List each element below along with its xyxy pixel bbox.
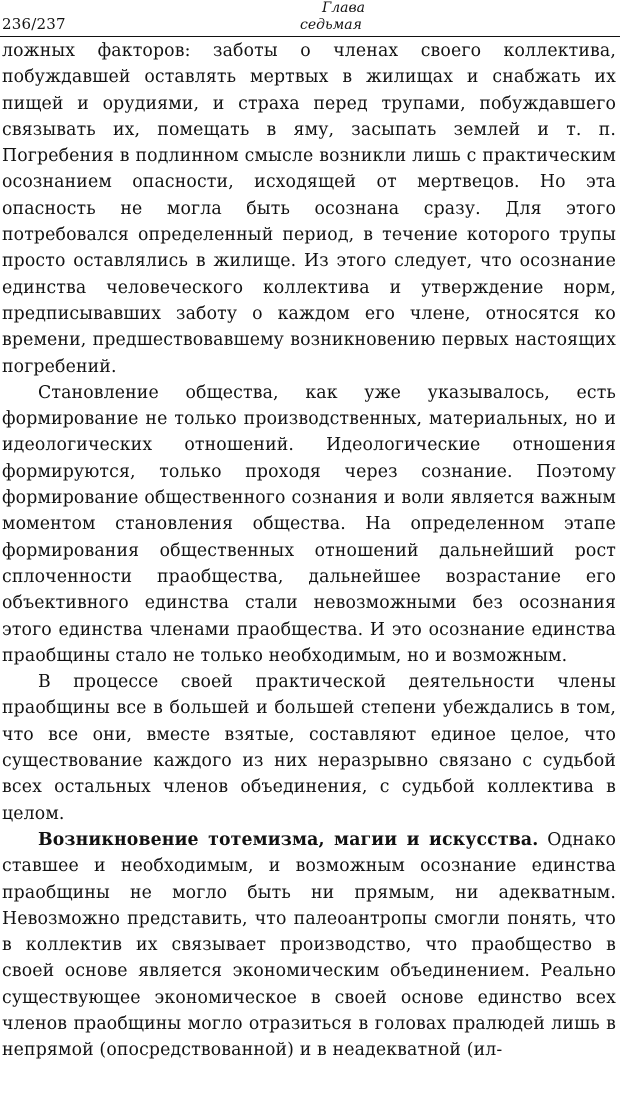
running-head-chapter: Глава — [322, 0, 366, 16]
header-rule — [0, 36, 620, 37]
page-header — [0, 0, 620, 38]
paragraph — [2, 827, 616, 1064]
paragraph-text: Однако ставшее и необходимым, и возможным осознание единства праобщины не могло быть ни прямым, ни адекватным. Невозможно представить, что палеоантропы смогли понять, что в коллектив их связывает производство, что праобщество в своей основе является экономическим объединением. Реально существующее экономическое в своей основе единство всех членов праобщины могло отразиться в головах пралюдей лишь в непрямой (опосредствованной) и в неадекватной (ил- — [2, 829, 616, 1061]
body-text — [2, 38, 616, 1064]
paragraph: ложных факторов: заботы о членах своего коллектива, побуждавшей оставлять мертвых в жилищах и снабжать их пищей и орудиями, и страха перед трупами, побуждавшего связывать их, помещать в яму, засыпать землей и т. п. Погребения в подлинном смысле возникли лишь с практическим осознанием опасности, исходящей от мертвецов. Но эта опасность не могла быть осознана сразу. Для этого потребовался определенный период, в течение которого трупы просто оставлялись в жилище. Из этого следует, что осознание единства человеческого коллектива и утверждение норм, предписывавших заботу о каждом его члене, относятся ко времени, предшествовавшему возникновению первых настоящих погребений. — [2, 41, 616, 377]
paragraph: Становление общества, как уже указывалось, есть формирование не только производственных, материальных, но и идеологических отношений. Идеологические отношения формируются, только проходя через сознание. Поэтому формирование общественного сознания и воли является важным моментом становления общества. На определенном этапе формирования общественных отношений дальнейший рост сплоченности праобщества, дальнейшее возрастание его объективного единства стали невозможными без осознания этого единства членами праобщества. И это осознание единства праобщины стало не только необходимым, но и возможным. — [2, 382, 616, 666]
paragraph: В процессе своей практической деятельности члены праобщины все в большей и большей степени убеждались в том, что все они, вместе взятые, составляют единое целое, что существование каждого из них неразрывно связано с судьбой всех остальных членов объединения, с судьбой коллектива в целом. — [2, 672, 616, 824]
section-run-in-heading: Возникновение тотемизма, магии и искусства. — [38, 829, 539, 850]
page-number: 236/237 — [2, 15, 66, 33]
running-head — [300, 0, 365, 34]
running-head-chapter-number: седьмая — [300, 17, 362, 33]
